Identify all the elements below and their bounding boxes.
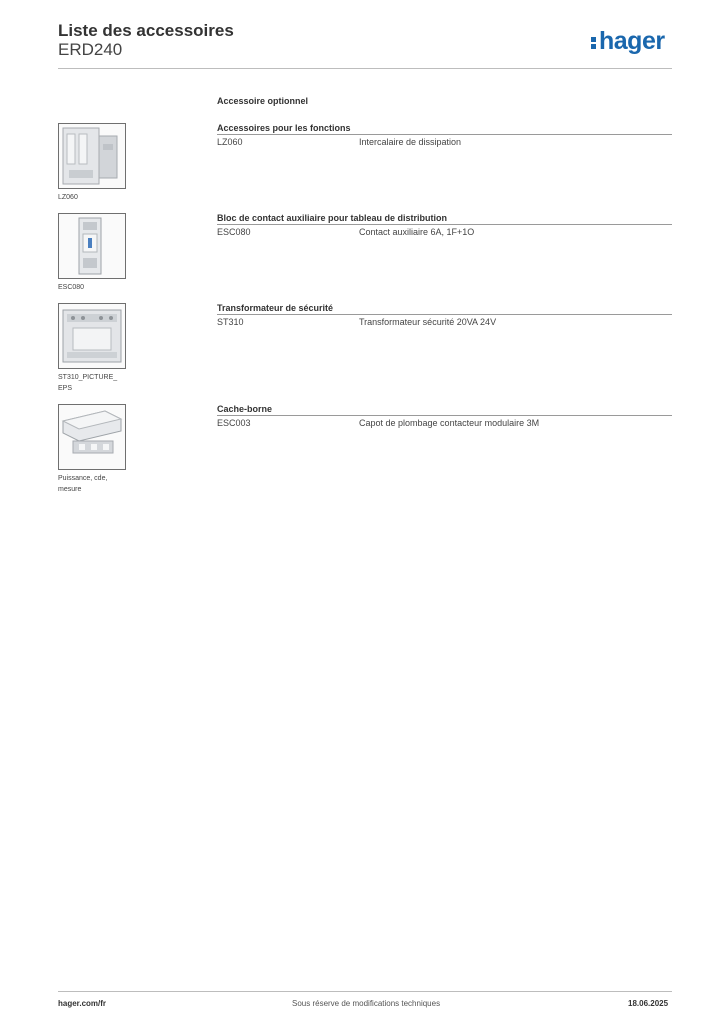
group-title: Transformateur de sécurité [217,303,334,313]
group-title: Bloc de contact auxiliaire pour tableau de distribution [217,213,448,223]
logo-text: hager [599,27,665,55]
page-title: Liste des accessoires [58,21,234,40]
footer-divider [58,991,672,992]
auxiliary-contact-icon [58,213,126,279]
product-code: ESC003 [217,418,251,428]
product-description: Capot de plombage contacteur modulaire 3M [359,418,540,428]
image-caption: Puissance, cde, mesure [58,475,108,493]
header-divider [58,68,672,69]
product-reference: ERD240 [58,40,123,59]
group-divider [217,314,672,315]
image-caption: ESC080 [58,284,85,291]
product-code: LZ060 [217,137,243,147]
group-divider [217,134,672,135]
group-divider [217,224,672,225]
product-code: ST310 [217,317,244,327]
product-description: Transformateur sécurité 20VA 24V [359,317,497,327]
group-title: Accessoires pour les fonctions [217,123,351,133]
product-description: Contact auxiliaire 6A, 1F+1O [359,227,475,237]
image-caption: ST310_PICTURE_ EPS [58,374,118,392]
section-title: Accessoire optionnel [217,96,309,106]
spacer-module-icon [58,123,126,189]
group-title: Cache-borne [217,404,273,414]
terminal-cover-icon [58,404,126,470]
product-description: Intercalaire de dissipation [359,137,462,147]
product-code: ESC080 [217,227,251,237]
group-divider [217,415,672,416]
logo-colon-mark [591,32,597,50]
footer-disclaimer: Sous réserve de modifications techniques [292,999,441,1008]
image-caption: LZ060 [58,194,78,201]
footer-date: 18.06.2025 [628,999,669,1008]
transformer-icon [58,303,126,369]
brand-logo [591,27,665,56]
footer-website-link[interactable]: hager.com/fr [58,999,107,1008]
